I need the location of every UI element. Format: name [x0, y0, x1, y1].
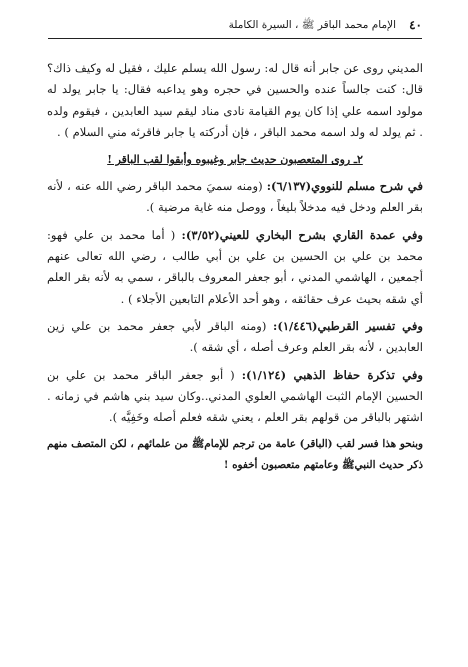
page-number: ٤٠: [409, 18, 422, 32]
citation-text: (ومنه سميَ محمد الباقر رضي الله عنه ، لأنه بقر العلم ودخل فيه مدخلاً بليغاً ، ووصل منه غاية مرضية ).: [47, 179, 423, 215]
citation-source: وفي تذكرة حفاظ الذهبي (١/١٢٤):: [241, 367, 423, 382]
running-title: الإمام محمد الباقر ﷺ ، السيرة الكاملة: [228, 19, 396, 31]
citation-source: وفي عمدة القاري بشرح البخاري للعيني(٣/٥٢):: [181, 227, 423, 242]
paragraph: المديني روى عن جابر أنه قال له: رسول الله يسلم عليك ، فقيل له وكيف ذاك؟ قال: كنت جالساً عنده والحسين في حجره وهو يداعبه فقال: يا جابر يولد له مولود اسمه علي إذا كان يوم القيامة نادى مناد ليقم سيد العابدين ، فيقوم ولده . ثم يولد له ولد اسمه محمد الباقر ، فإن أدركته يا جابر فاقرئه مني السلام ) .: [47, 61, 423, 139]
page-header: [48, 16, 422, 39]
page-body: [47, 58, 423, 482]
conclusion-paragraph: وبنحو هذا فسر لقب (الباقر) عامة من ترجم للإمامﷺ من علمائهم ، لكن المتصف منهم ذكر حديث النبيﷺ وعامتهم متعصبون أخفوه !: [47, 438, 423, 472]
citation-paragraph: [47, 176, 423, 219]
citation-paragraph: [47, 316, 423, 359]
citation-paragraph: [47, 225, 423, 310]
citation-text: ( أما محمد بن علي فهو: محمد بن علي بن الحسين بن علي بن أبي طالب ، رضي الله تعالى عنهم أجمعين ، الهاشمي المدني ، أبو جعفر المعروف بالباقر ، سمي به لأنه بقر العلم أي شقه بحيث عرف حقائقه ، وهو أحد الأعلام التابعين الأجلاء ) .: [47, 227, 423, 306]
citation-source: في شرح مسلم للنووي(٦/١٣٧):: [266, 179, 423, 194]
section-heading: ٢ـ روى المتعصبون حديث جابر وغيبوه وأبقوا لقب الباقر !: [107, 153, 363, 167]
citation-text: (ومنه الباقر لأبي جعفر محمد بن علي زين العابدين ، لأنه بقر العلم وعرف أصله ، أي شقه ).: [47, 318, 423, 355]
citation-paragraph: [47, 365, 423, 429]
citation-source: وفي تفسير القرطبي(١/٤٤٦):: [273, 318, 423, 333]
citation-text: ( أبو جعفر الباقر محمد بن علي بن الحسين الإمام الثبت الهاشمي العلوي المدني..وكان سيد بني هاشم في زمانه . اشتهر بالباقر من قولهم بقر العلم ، يعني شقه فعلم أصله وخَفِيَّه ).: [47, 367, 423, 425]
